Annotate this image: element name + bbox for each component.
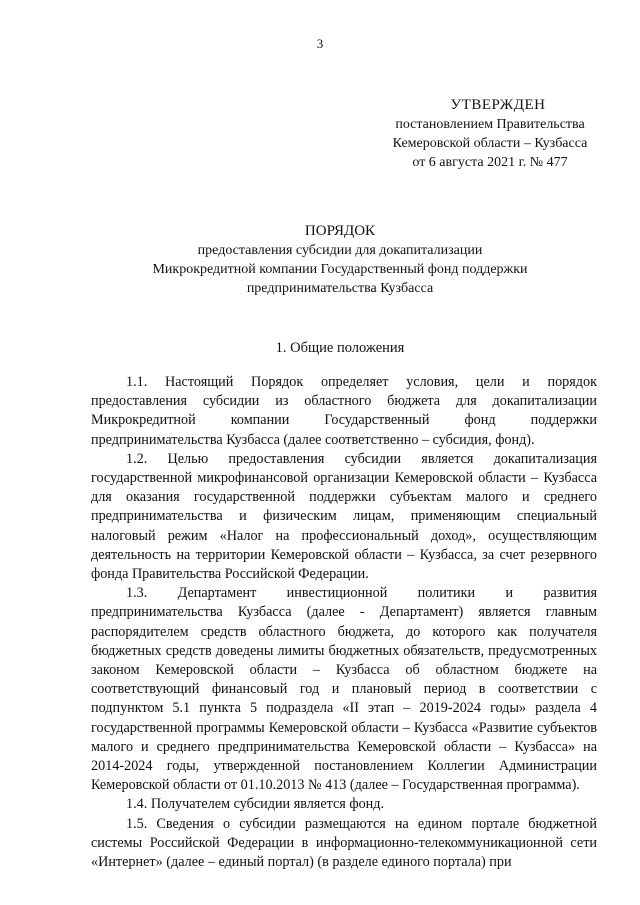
document-title-main: ПОРЯДОК xyxy=(304,223,376,239)
document-title-line-3: предпринимательства Кузбасса xyxy=(246,281,434,296)
paragraph-1-4: 1.4. Получателем субсидии является фонд. xyxy=(126,796,385,813)
paragraph-1-3: 1.3. Департамент инвестиционной политики и развития предпринимательства Кузбасса (далее - Департамент) является главным распорядителем средств областного бюджета, до которого как получателя бюджетных средств доведены лимиты бюджетных обязательств, предусмотренных законом Кемеровской области – Кузбасса об областном бюджете на соответствующий финансовый год и плановый период в соответствии с подпунктом 5.1 пункта 5 подраздела «II этап – 2019-2024 годы» раздела 4 государственной программы Кемеровской области – Кузбасса «Развитие субъектов малого и среднего предпринимательства Кемеровской области – Кузбасса» на 2014-2024 годы, утвержденной постановлением Коллегии Администрации Кемеровской области от 01.10.2013 № 413 (далее – Государственная программа). xyxy=(91,585,597,794)
section-heading: 1. Общие положения xyxy=(275,340,405,356)
paragraph-1-1: 1.1. Настоящий Порядок определяет условия, цели и порядок предоставления субсидии из областного бюджета для докапитализации Микрокредитной компании Государственный фонд поддержки предпринимательства Кузбасса (далее соответственно – субсидия, фонд). xyxy=(91,374,597,448)
document-body xyxy=(91,373,597,872)
approval-line-1: постановлением Правительства xyxy=(395,117,585,132)
approval-stamp xyxy=(360,96,620,172)
document-title xyxy=(80,222,600,298)
approval-line-2: Кемеровской области – Кузбасса xyxy=(392,136,588,151)
paragraph-1-5: 1.5. Сведения о субсидии размещаются на едином портале бюджетной системы Российской Федерации в информационно-телекоммуникационной сети «Интернет» (далее – единый портал) (в разделе единого портала) при xyxy=(91,815,597,871)
document-title-line-1: предоставления субсидии для докапитализации xyxy=(197,243,483,258)
approval-line-3: от 6 августа 2021 г. № 477 xyxy=(412,155,568,170)
document-title-line-2: Микрокредитной компании Государственный фонд поддержки xyxy=(152,262,528,277)
page-number: 3 xyxy=(316,36,324,51)
approval-title: УТВЕРЖДЕН xyxy=(450,97,546,113)
paragraph-1-2: 1.2. Целью предоставления субсидии является докапитализация государственной микрофинансовой организации Кемеровской области – Кузбасса для оказания государственной поддержки субъектам малого и среднего предпринимательства и физическим лицам, применяющим специальный налоговый режим «Налог на профессиональный доход», осуществляющим деятельность на территории Кемеровской области – Кузбасса, за счет резервного фонда Правительства Российской Федерации. xyxy=(91,450,597,583)
